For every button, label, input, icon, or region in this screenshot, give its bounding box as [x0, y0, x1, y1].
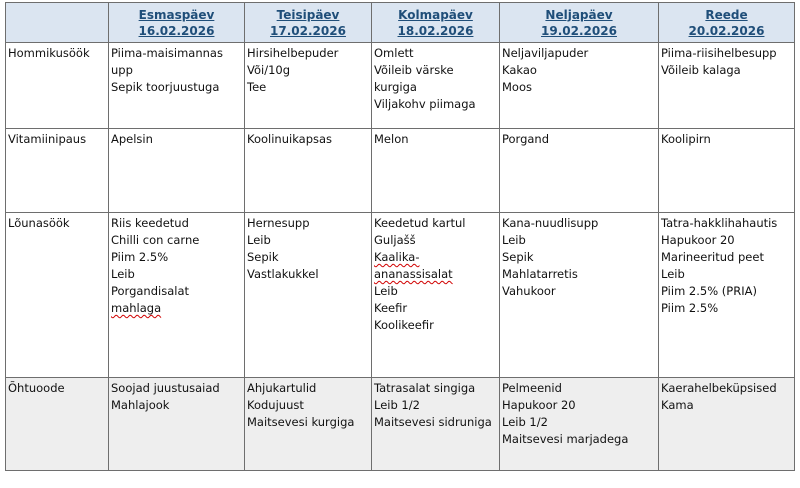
menu-item: Maitsevesi kurgiga — [247, 415, 355, 429]
menu-item: Tatrasalat singiga — [374, 381, 476, 395]
day-header-friday — [659, 3, 795, 43]
menu-item: Koolikeefir — [374, 318, 434, 332]
menu-item: Keefir — [374, 301, 408, 315]
menu-item: Piima-riisihelbesupp — [661, 46, 777, 60]
day-name: Neljapäev — [545, 7, 613, 22]
menu-item: Sepik toorjuustuga — [111, 80, 220, 94]
menu-item: Maitsevesi marjadega — [502, 432, 629, 446]
day-header-thursday — [500, 3, 659, 43]
menu-cell — [245, 378, 372, 471]
meal-label: Vitamiinipaus — [6, 129, 109, 213]
menu-item: Maitsevesi sidruniga — [374, 415, 492, 429]
menu-item: Melon — [374, 132, 409, 146]
menu-cell — [659, 213, 795, 378]
menu-item: Omlett — [374, 46, 414, 60]
meal-label: Lõunasöök — [6, 213, 109, 378]
menu-item: Koolipirn — [661, 132, 711, 146]
day-name: Teisipäev — [276, 7, 340, 22]
menu-item: Apelsin — [111, 132, 153, 146]
menu-item: Leib — [661, 267, 685, 281]
menu-item: Leib — [502, 233, 526, 247]
menu-item-misspelled: Kaalika-ananassisalat — [374, 250, 453, 281]
menu-item: Moos — [502, 80, 532, 94]
menu-item: Kakao — [502, 63, 537, 77]
menu-item: Piim 2.5% — [661, 301, 719, 315]
meal-row-afternoon-snack — [6, 378, 795, 471]
menu-item: Hapukoor 20 — [661, 233, 735, 247]
menu-cell — [659, 43, 795, 129]
menu-item: Piima-maisimannas upp — [111, 46, 223, 77]
menu-item: Koolinuikapsas — [247, 132, 333, 146]
menu-item: Leib — [247, 233, 271, 247]
day-header-row — [6, 3, 795, 43]
menu-cell — [372, 129, 500, 213]
menu-item: Viljakohv piimaga — [374, 97, 476, 111]
menu-item: Kana-nuudlisupp — [502, 216, 599, 230]
meal-row-lunch — [6, 213, 795, 378]
menu-cell — [500, 378, 659, 471]
day-date: 18.02.2026 — [397, 23, 474, 38]
menu-item: Hirsihelbepuder — [247, 46, 339, 60]
menu-item: Hapukoor 20 — [502, 398, 576, 412]
day-name: Kolmapäev — [398, 7, 473, 22]
menu-cell — [245, 43, 372, 129]
menu-item: Neljaviljapuder — [502, 46, 589, 60]
menu-cell — [372, 43, 500, 129]
meal-row-vitamin-break — [6, 129, 795, 213]
menu-item: Tee — [247, 80, 267, 94]
menu-item: Chilli con carne — [111, 233, 200, 247]
menu-item: Kodujuust — [247, 398, 304, 412]
menu-item: Tatra-hakklihahautis — [661, 216, 778, 230]
day-name: Esmaspäev — [138, 7, 215, 22]
meal-row-breakfast — [6, 43, 795, 129]
menu-item: Vahukoor — [502, 284, 556, 298]
menu-item: Või/10g — [247, 63, 291, 77]
menu-item: Kaerahelbeküpsised — [661, 381, 777, 395]
menu-cell — [659, 378, 795, 471]
menu-item: Leib — [111, 267, 135, 281]
menu-cell — [109, 213, 245, 378]
menu-cell — [109, 378, 245, 471]
menu-item: Ahjukartulid — [247, 381, 317, 395]
day-date: 19.02.2026 — [541, 23, 617, 38]
menu-item: Kama — [661, 398, 694, 412]
menu-item: Leib 1/2 — [502, 415, 548, 429]
menu-item: Porgand — [502, 132, 550, 146]
menu-item: Keedetud kartul — [374, 216, 466, 230]
meal-label: Hommikusöök — [6, 43, 109, 129]
menu-cell — [372, 213, 500, 378]
menu-item: Võileib värske kurgiga — [374, 63, 454, 94]
day-date: 20.02.2026 — [688, 23, 765, 38]
day-header-wednesday — [372, 3, 500, 43]
menu-item: Riis keedetud — [111, 216, 189, 230]
menu-cell — [245, 129, 372, 213]
weekly-menu — [5, 2, 794, 471]
menu-item: Mahlatarretis — [502, 267, 578, 281]
menu-table — [5, 2, 795, 471]
menu-item: Sepik — [247, 250, 279, 264]
menu-cell — [109, 43, 245, 129]
menu-cell — [500, 43, 659, 129]
menu-cell — [659, 129, 795, 213]
menu-item: Leib 1/2 — [374, 398, 420, 412]
menu-cell — [500, 213, 659, 378]
menu-item: Vastlakukkel — [247, 267, 319, 281]
menu-item: Sepik — [502, 250, 534, 264]
menu-item-misspelled: mahlaga — [111, 301, 162, 315]
menu-item: Pelmeenid — [502, 381, 562, 395]
menu-item: Porgandisalat — [111, 284, 190, 298]
menu-cell — [372, 378, 500, 471]
menu-item: Mahlajook — [111, 398, 170, 412]
menu-item: Leib — [374, 284, 398, 298]
day-header-monday — [109, 3, 245, 43]
day-header-tuesday — [245, 3, 372, 43]
day-date: 17.02.2026 — [270, 23, 346, 38]
menu-cell — [500, 129, 659, 213]
menu-item: Piim 2.5% — [111, 250, 169, 264]
day-name: Reede — [705, 7, 748, 22]
meal-label: Õhtuoode — [6, 378, 109, 471]
menu-cell — [245, 213, 372, 378]
menu-item: Võileib kalaga — [661, 63, 741, 77]
menu-item: Hernesupp — [247, 216, 310, 230]
menu-item: Piim 2.5% (PRIA) — [661, 284, 757, 298]
menu-cell — [109, 129, 245, 213]
menu-item: Soojad juustusaiad — [111, 381, 220, 395]
header-corner-cell — [6, 3, 109, 43]
menu-item: Guljašš — [374, 233, 416, 247]
menu-item: Marineeritud peet — [661, 250, 764, 264]
day-date: 16.02.2026 — [138, 23, 215, 38]
